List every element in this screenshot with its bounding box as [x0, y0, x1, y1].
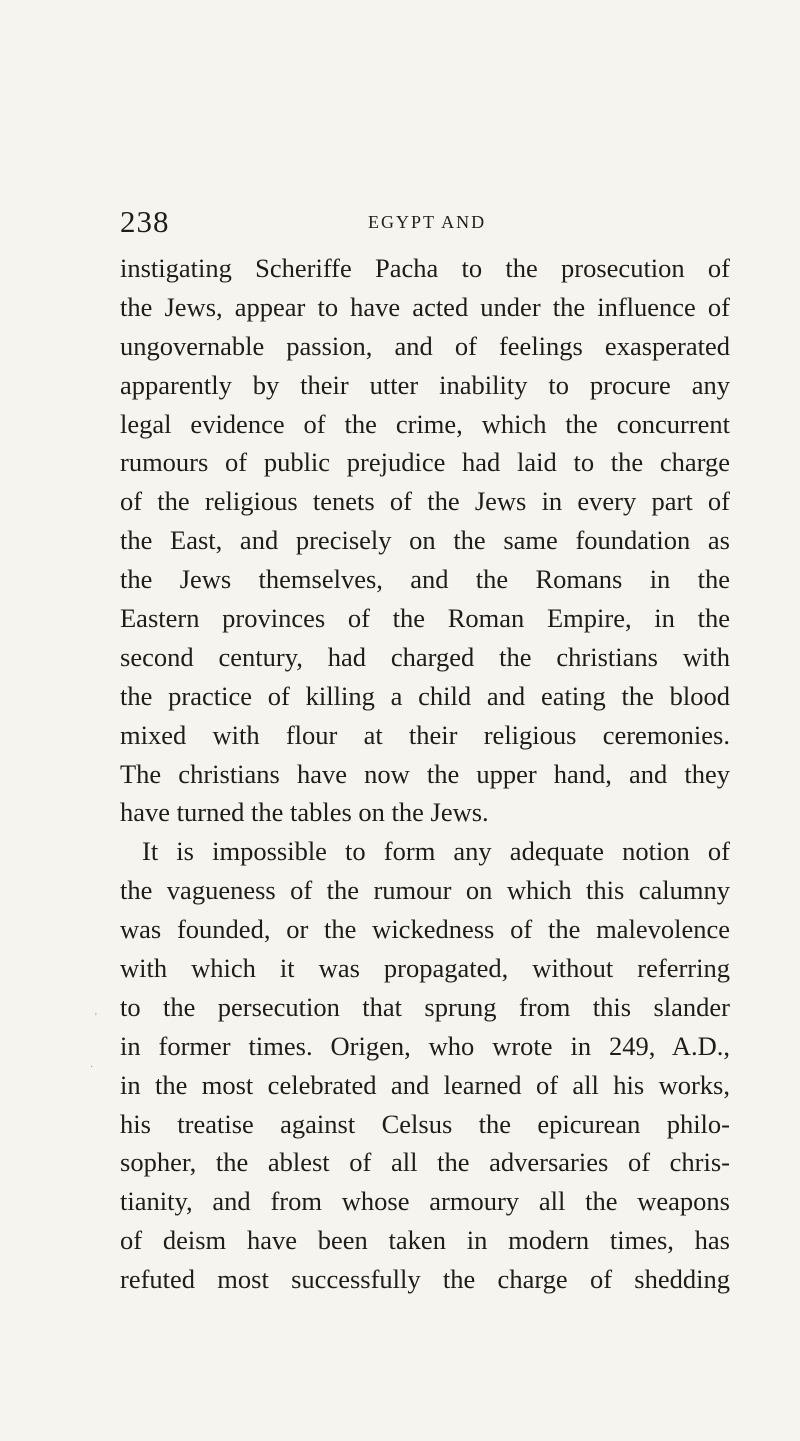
text-line: instigating Scheriffe Pacha to the prosecution of [120, 253, 730, 283]
text-line: of deism have been taken in modern times, has [120, 1225, 730, 1256]
text-line: to the persecution that sprung from this slander [120, 991, 730, 1022]
paragraph-end-line: have turned the tables on the Jews. [120, 797, 489, 828]
text-line: The christians have now the upper hand, and they [120, 758, 730, 789]
text-line: rumours of public prejudice had laid to the charge [120, 447, 730, 478]
margin-speck: · [90, 1062, 94, 1073]
text-line: in the most celebrated and learned of all his works, [120, 1069, 730, 1100]
text-line: the Jews themselves, and the Romans in the [120, 564, 730, 595]
text-line: of the religious tenets of the Jews in every part of [120, 486, 730, 517]
text-line: refuted most successfully the charge of shedding [120, 1264, 730, 1295]
text-line: apparently by their utter inability to procure any [120, 369, 730, 400]
running-head [120, 204, 730, 244]
text-line: ungovernable passion, and of feelings exasperated [120, 330, 730, 361]
margin-speck: ' [95, 1012, 97, 1023]
text-line: the practice of killing a child and eating the blood [120, 680, 730, 711]
text-line: tianity, and from whose armoury all the weapons [120, 1186, 730, 1217]
text-line: with which it was propagated, without referring [120, 953, 730, 984]
text-line: in former times. Origen, who wrote in 249, A.D., [120, 1030, 730, 1061]
text-line: was founded, or the wickedness of the malevolence [120, 914, 730, 945]
text-line: second century, had charged the christians with [120, 641, 730, 672]
text-line: the East, and precisely on the same foundation as [120, 525, 730, 556]
body-text [120, 249, 730, 1299]
page-number: 238 [120, 204, 170, 239]
text-line: the vagueness of the rumour on which this calumny [120, 875, 730, 906]
text-line: sopher, the ablest of all the adversaries of chris- [120, 1147, 730, 1178]
running-title: EGYPT AND [368, 212, 487, 232]
text-line: mixed with flour at their religious ceremonies. [120, 719, 730, 750]
text-line: legal evidence of the crime, which the concurrent [120, 408, 730, 439]
text-line: his treatise against Celsus the epicurean philo- [120, 1108, 730, 1139]
paragraph-start-line: It is impossible to form any adequate notion of [142, 836, 730, 867]
text-line: Eastern provinces of the Roman Empire, in the [120, 603, 730, 634]
text-line: the Jews, appear to have acted under the influence of [120, 291, 730, 322]
